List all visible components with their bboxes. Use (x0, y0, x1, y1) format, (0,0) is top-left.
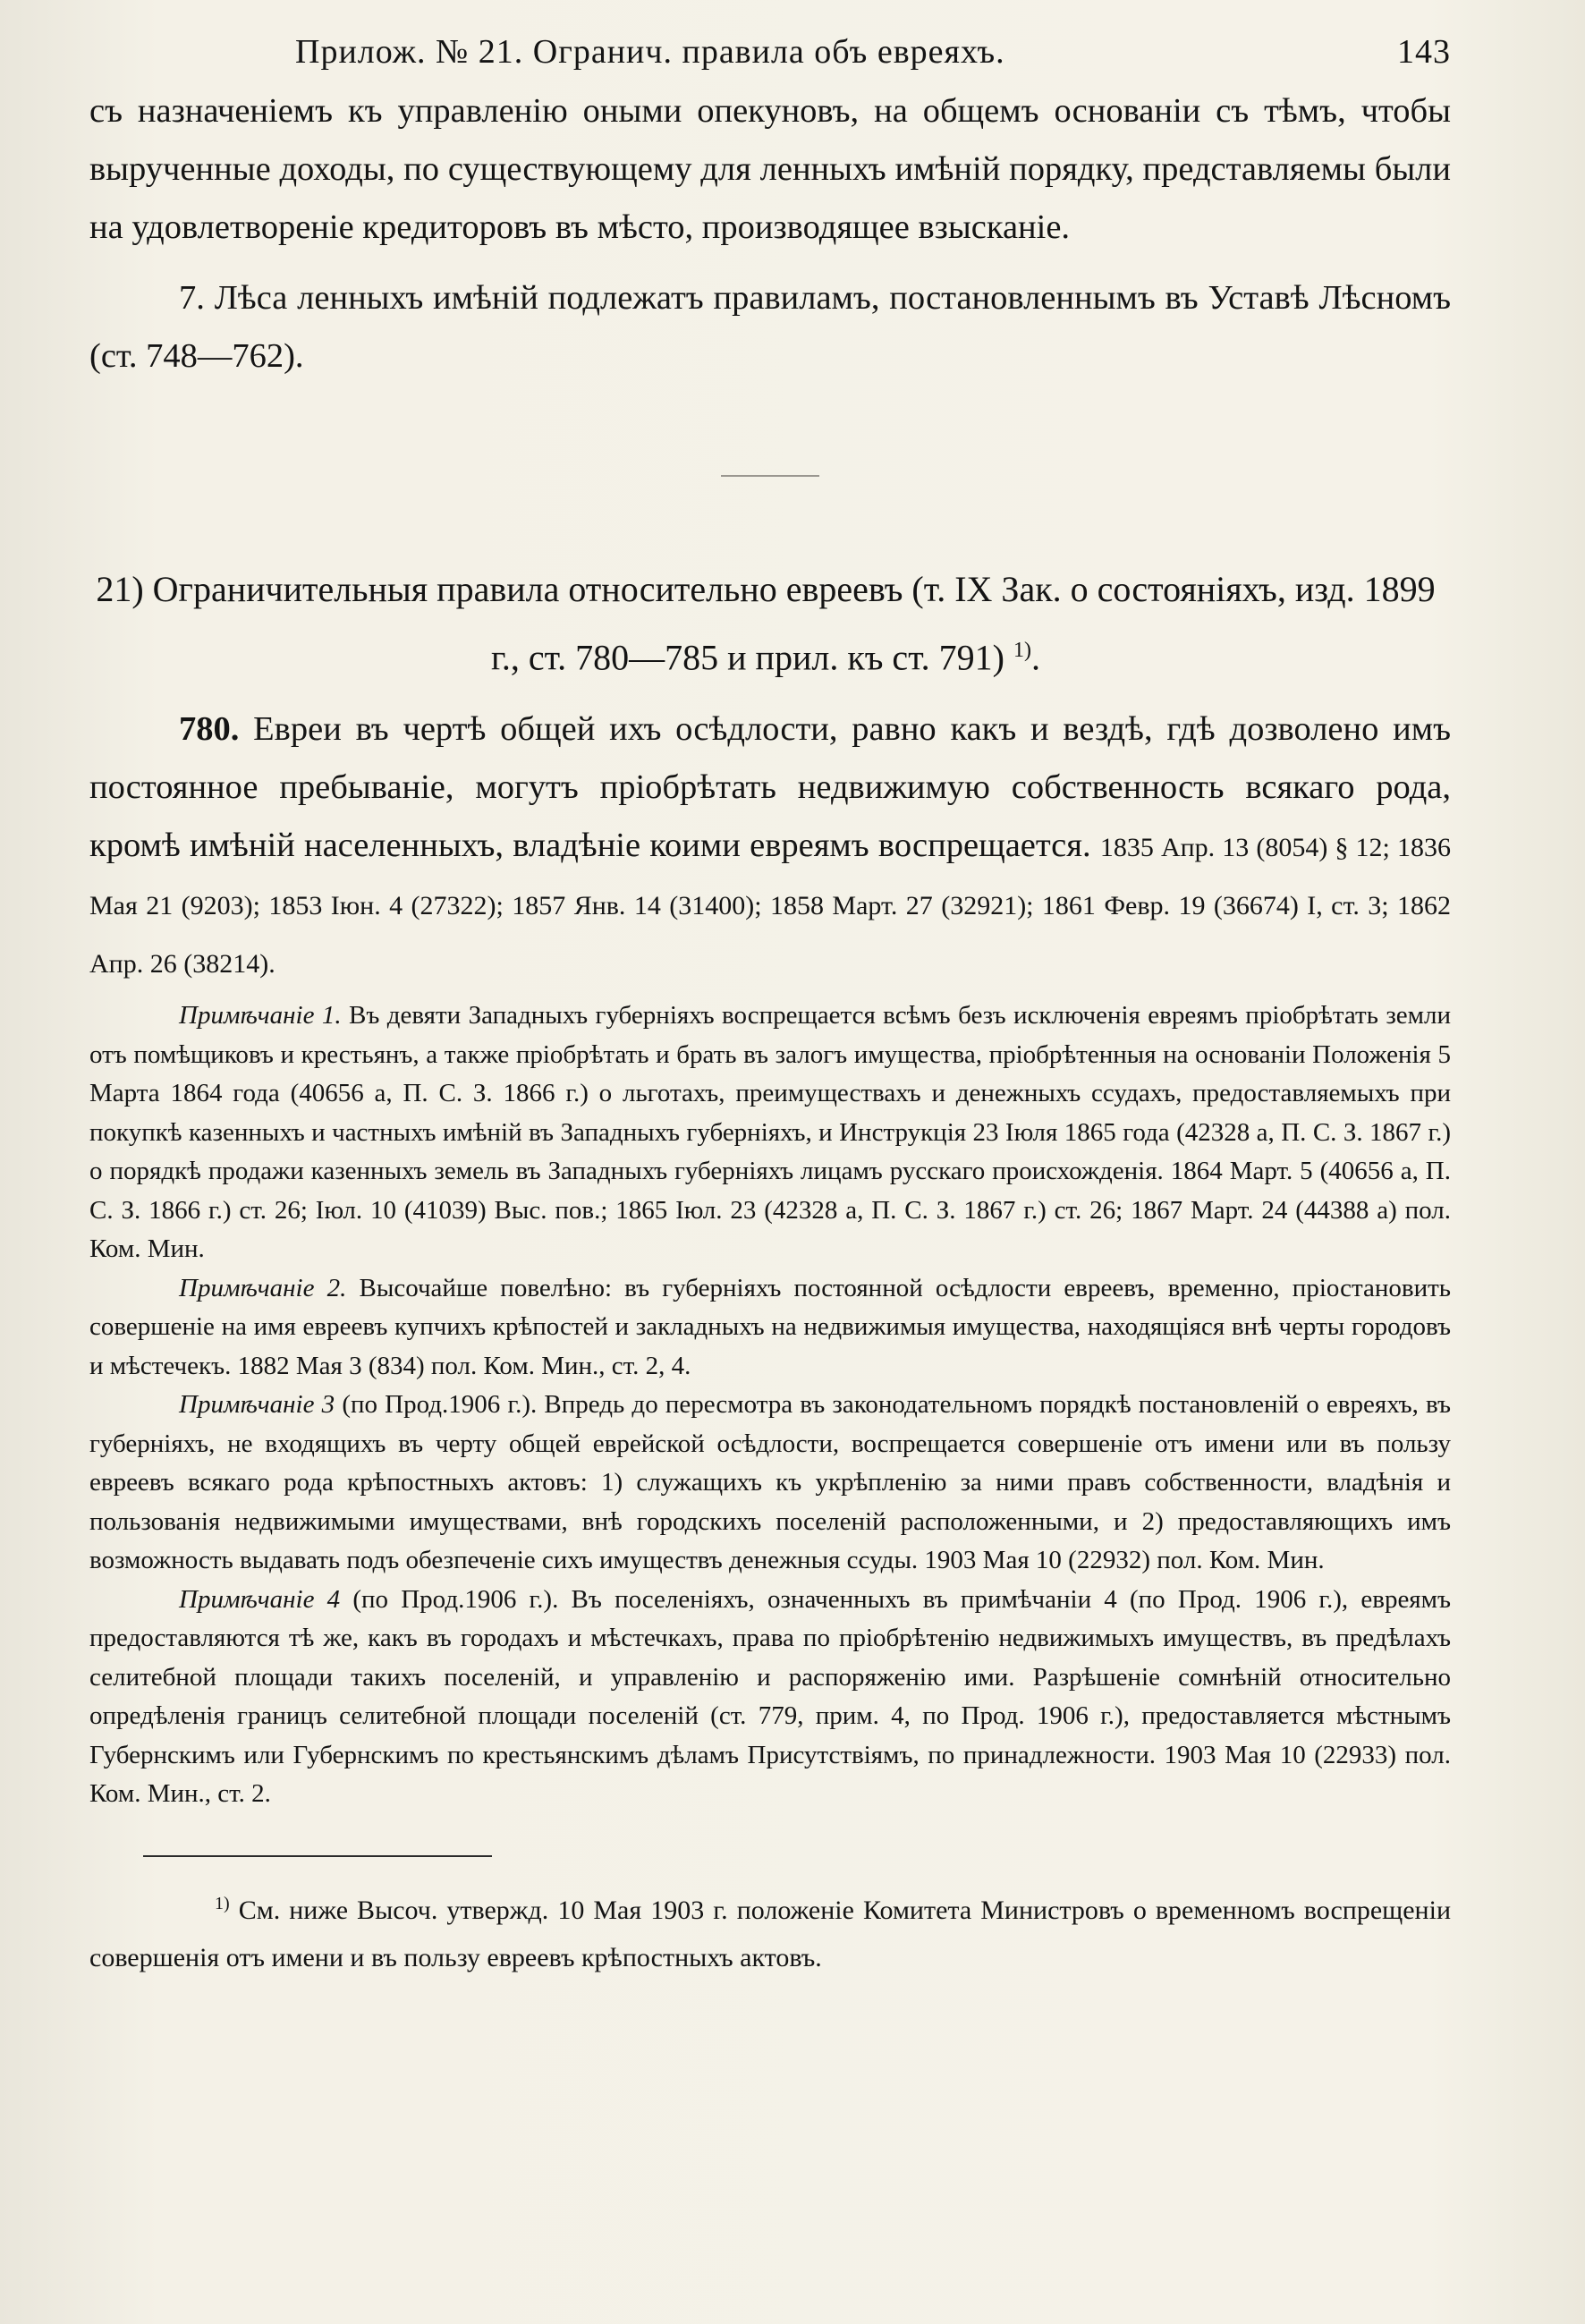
continuation-paragraph: съ назначеніемъ къ управленію оными опекуновъ, на общемъ основаніи съ тѣмъ, чтобы вырученные доходы, по существующему для ленныхъ имѣній порядку, представляемы были на удовлетвореніе кредиторовъ въ мѣсто, производящее взысканіе. (89, 92, 1451, 246)
note-4 (89, 1581, 1451, 1814)
item-7-paragraph: 7. Лѣса ленныхъ имѣній подлежатъ правиламъ, постановленнымъ въ Уставѣ Лѣсномъ (ст. 748—762). (89, 279, 1451, 375)
article-number: 780. (179, 710, 240, 749)
note-label: Примѣчаніе 2. (179, 1273, 347, 1302)
footnote-ref: 1 (1013, 639, 1024, 662)
article-sources: 1835 Апр. 13 (8054) § 12; 1836 Мая 21 (9203); 1853 Іюн. 4 (27322); 1857 Янв. 14 (31400); 1858 Март. 27 (32921); 1861 Февр. 19 (36674) I, ст. 3; 1862 Апр. 26 (38214). (89, 833, 1451, 980)
section-title-text: 21) Ограничительныя правила относительно евреевъ (т. IX Зак. о состояніяхъ, изд. 1899 г., ст. 780—785 и прил. къ ст. 791) (96, 569, 1436, 678)
footnote-marker-number: 1 (215, 1893, 224, 1913)
note-label: Примѣчаніе 4 (179, 1584, 341, 1614)
article-text: Евреи въ чертѣ общей ихъ осѣдлости, равно какъ и вездѣ, гдѣ дозволено имъ постоянное пребываніе, могутъ пріобрѣтать недвижимую собственность всякаго рода, кромѣ имѣній населенныхъ, владѣніе коими евреямъ воспрещается. (89, 710, 1451, 865)
running-header (89, 23, 1451, 75)
note-text: Въ девяти Западныхъ губерніяхъ воспрещается всѣмъ безъ исключенія евреямъ пріобрѣтать земли отъ помѣщиковъ и крестьянъ, а также пріобрѣтать и брать въ залогъ имущества, пріобрѣтенныя на основаніи Положенія 5 Марта 1864 года (40656 а, П. С. З. 1866 г.) о льготахъ, преимуществахъ и денежныхъ ссудахъ, предоставляемыхъ при покупкѣ казенныхъ и частныхъ имѣній въ Западныхъ губерніяхъ, и Инструкція 23 Іюля 1865 года (42328 а, П. С. З. 1867 г.) о порядкѣ продажи казенныхъ земель въ Западныхъ губерніяхъ лицамъ русскаго происхожденія. 1864 Март. 5 (40656 а, П. С. З. 1866 г.) ст. 26; Іюл. 10 (41039) Выс. пов.; 1865 Іюл. 23 (42328 а, П. С. З. 1867 г.) ст. 26; 1867 Март. 24 (44388 а) пол. Ком. Мин. (89, 1001, 1451, 1264)
note-text: (по Прод.1906 г.). Впредь до пересмотра въ законодательномъ порядкѣ постановленій о евреяхъ, въ губерніяхъ, не входящихъ въ черту общей еврейской осѣдлости, воспрещается совершеніе отъ имени или въ пользу евреевъ всякаго рода крѣпостныхъ актовъ: 1) служащихъ къ укрѣпленію за ними правъ собственности, владѣнія и пользованія недвижимыми имуществами, внѣ городскихъ поселеній расположенными, и 2) предоставляющихъ имъ возможность выдавать подъ обезпеченіе сихъ имуществъ денежныя ссуды. 1903 Мая 10 (22932) пол. Ком. Мин. (89, 1390, 1451, 1575)
article-780 (89, 700, 1451, 991)
footnote (89, 1880, 1451, 1981)
note-text: (по Прод.1906 г.). Въ поселеніяхъ, означенныхъ въ примѣчаніи 4 (по Прод. 1906 г.), евреямъ предоставляются тѣ же, какъ въ городахъ и мѣстечкахъ, права по пріобрѣтенію недвижимыхъ имуществъ, въ предѣлахъ селитебной площади такихъ поселеній, и управленію и распоряженію ими. Разрѣшеніе сомнѣній относительно опредѣленія границъ селитебной площади поселеній (ст. 779, прим. 4, по Прод. 1906 г.), предоставляется мѣстнымъ Губернскимъ или Губернскимъ по крестьянскимъ дѣламъ Присутствіямъ, по принадлежности. 1903 Мая 10 (22933) пол. Ком. Мин., ст. 2. (89, 1584, 1451, 1809)
note-2 (89, 1269, 1451, 1387)
section-title (89, 559, 1451, 688)
footnote-marker: 1) (215, 1893, 230, 1913)
page-number: 143 (1397, 33, 1451, 71)
section-title-end: . (1030, 637, 1040, 678)
header-title: Прилож. № 21. Огранич. правила объ евреяхъ. (295, 33, 1005, 71)
note-label: Примѣчаніе 3 (179, 1390, 335, 1420)
section-title-footnote-marker: 1) (1013, 639, 1031, 662)
note-3 (89, 1386, 1451, 1581)
note-label: Примѣчаніе 1. (179, 1001, 342, 1031)
note-text: Высочайше повелѣно: въ губерніяхъ постоянной осѣдлости евреевъ, временно, пріостановить совершеніе на имя евреевъ купчихъ крѣпостей и закладныхъ на недвижимыя имущества, находящіяся внѣ черты городовъ и мѣстечекъ. 1882 Мая 3 (834) пол. Ком. Мин., ст. 2, 4. (89, 1273, 1451, 1380)
footnote-rule (143, 1855, 492, 1857)
footnote-text: См. ниже Высоч. утвержд. 10 Мая 1903 г. положеніе Комитета Министровъ о временномъ воспрещеніи совершенія отъ имени и въ пользу евреевъ крѣпостныхъ актовъ. (89, 1895, 1451, 1972)
section-divider (721, 475, 819, 477)
note-1 (89, 997, 1451, 1269)
